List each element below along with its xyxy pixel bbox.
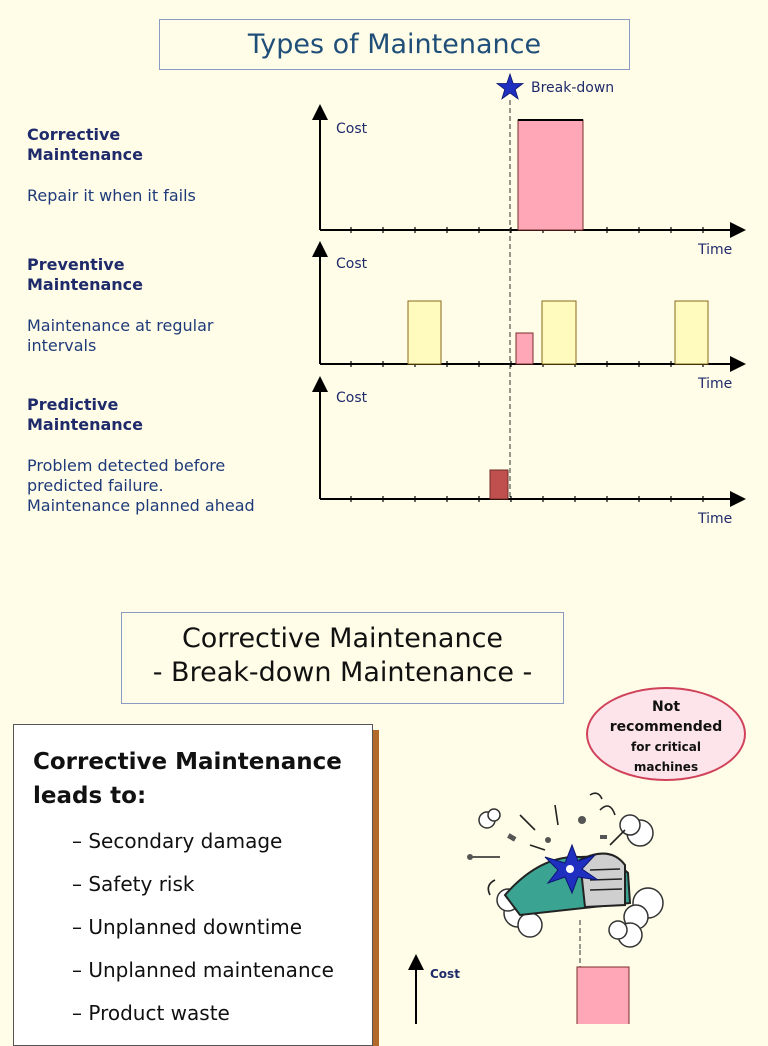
chart-predictive — [320, 384, 738, 527]
list-item: – Safety risk — [72, 872, 195, 896]
leads-heading: leads to: — [33, 783, 147, 809]
row-desc: Maintenance planned ahead — [27, 496, 255, 515]
chart-corrective — [320, 112, 738, 258]
x-axis-label: Time — [698, 511, 733, 527]
list-item: – Unplanned downtime — [72, 915, 303, 939]
row-desc: Problem detected before — [27, 456, 226, 475]
leads-heading: Corrective Maintenance — [33, 749, 342, 775]
leads-to-box — [13, 724, 373, 1046]
maintenance-bar — [675, 301, 708, 364]
cost-bar-breakdown — [577, 967, 629, 1024]
not-recommended-callout — [586, 687, 746, 781]
y-axis-label: Cost — [430, 967, 460, 981]
row-desc: intervals — [27, 336, 97, 355]
row-desc: Repair it when it fails — [27, 186, 196, 205]
broken-machine-illustration — [460, 785, 670, 955]
row-heading: Maintenance — [27, 415, 144, 434]
slide1-title: Types of Maintenance — [247, 29, 542, 60]
callout-line: Not — [651, 699, 681, 715]
slide2-title-line1: Corrective Maintenance — [181, 623, 504, 654]
row-desc: predicted failure. — [27, 476, 164, 495]
breakdown-cost-chart — [400, 950, 680, 1024]
predictive-cost-bar — [490, 470, 508, 499]
row-heading: Predictive — [27, 395, 119, 414]
row-heading: Corrective — [27, 125, 121, 144]
callout-line: machines — [633, 760, 699, 774]
x-axis-label: Time — [698, 242, 733, 258]
list-item: – Unplanned maintenance — [72, 958, 334, 982]
row-heading: Preventive — [27, 255, 125, 274]
star-icon — [497, 74, 523, 99]
cost-bar-breakdown — [518, 120, 583, 230]
maintenance-bar — [542, 301, 576, 364]
callout-line: for critical — [631, 740, 701, 754]
chart-preventive — [320, 249, 738, 392]
small-cost-bar — [516, 333, 533, 364]
breakdown-label: Break-down — [531, 80, 615, 96]
slide2-title-box — [121, 612, 564, 704]
callout-line: recommended — [609, 719, 723, 735]
y-axis-label: Cost — [336, 390, 368, 406]
maintenance-bar — [408, 301, 441, 364]
list-item: – Secondary damage — [72, 829, 283, 853]
slide2-title-line2: - Break-down Maintenance - — [152, 657, 533, 688]
y-axis-label: Cost — [336, 121, 368, 137]
row-heading: Maintenance — [27, 275, 144, 294]
list-item: – Product waste — [72, 1001, 230, 1025]
y-axis-label: Cost — [336, 256, 368, 272]
row-desc: Maintenance at regular — [27, 316, 214, 335]
row-heading: Maintenance — [27, 145, 144, 164]
x-axis-label: Time — [698, 376, 733, 392]
leads-list — [72, 829, 334, 1044]
